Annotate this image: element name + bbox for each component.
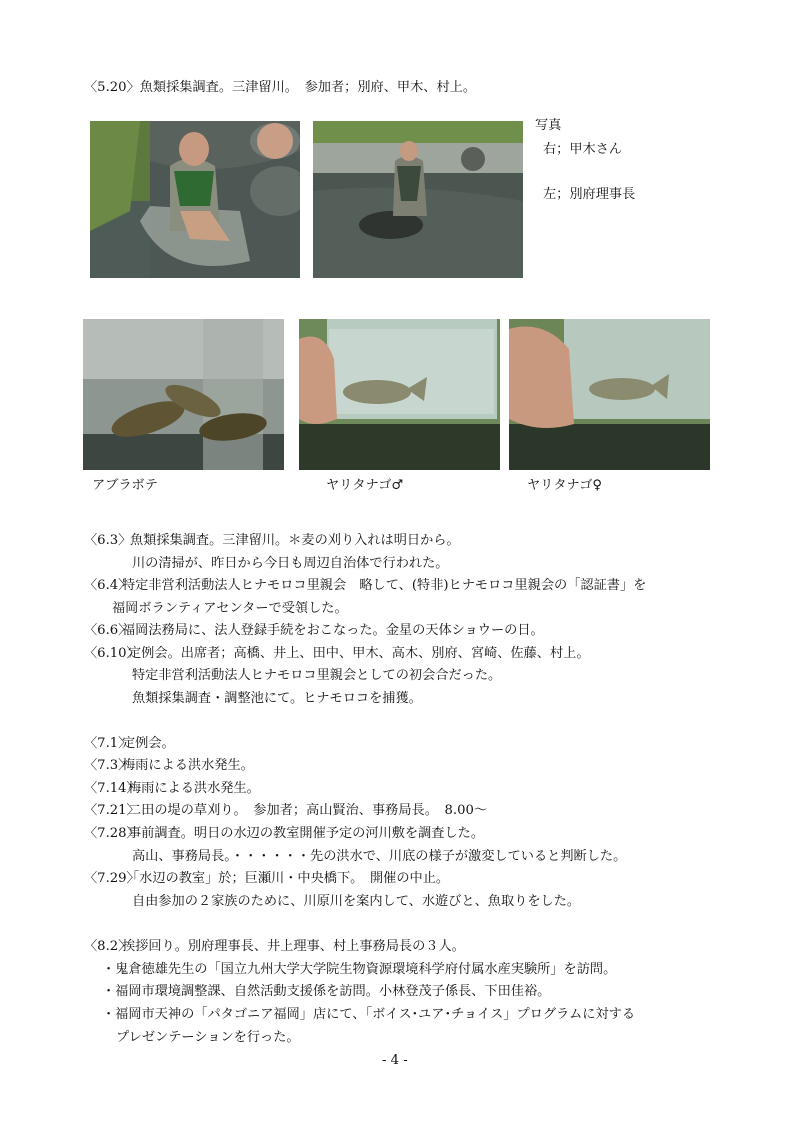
photo-beppu-netting [313, 121, 523, 278]
entry-text: 福岡ボランティアセンターで受領した。 [112, 601, 348, 616]
entry-text: 梅雨による洪水発生。 [128, 781, 260, 796]
entry-text: 挨拶回り。別府理事長、井上理事、村上事務局長の３人。 [122, 939, 465, 954]
entry-date: 〈7.1〉 [84, 736, 132, 751]
entry-text: 梅雨による洪水発生。 [122, 758, 254, 773]
page-number: - 4 - [382, 1053, 408, 1068]
entry-date: 〈7.28〉 [84, 826, 140, 841]
photo-caption-title: 写真 [535, 118, 562, 133]
entry-text: 福岡法務局に、法人登録手続をおこなった。金星の天体ショウーの日。 [122, 623, 544, 638]
entry-text: 定例会。出席者；高橋、井上、田中、甲木、高木、別府、宮崎、佐藤、村上。 [128, 646, 590, 661]
entry-text: 魚類採集調査。三津留川。＊麦の刈り入れは明日から。 [130, 533, 460, 548]
fish-label-aburabote: アブラボテ [92, 478, 158, 493]
entry-date: 〈6.10〉 [84, 646, 140, 661]
entry-5-20: 〈5.20〉魚類採集調査。三津留川。 参加者；別府、甲木、村上。 [84, 80, 477, 95]
entry-text: 川の清掃が、昨日から今日も周辺自治体で行われた。 [132, 556, 449, 571]
entry-date: 〈7.3〉 [84, 758, 132, 773]
fish-label-yaritanago-male: ヤリタナゴ♂ [326, 478, 404, 493]
entry-text: 特定非営利活動法人ヒナモロコ里親会としての初会合だった。 [132, 668, 502, 683]
entry-text: 特定非営利活動法人ヒナモロコ里親会 略して、(特非)ヒナモロコ里親会の「認証書」を [122, 578, 647, 593]
entry-text: プレゼンテーションを行った。 [116, 1030, 300, 1045]
photo-yaritanago-male [299, 319, 500, 470]
entry-date: 〈7.29〉 [84, 871, 140, 886]
entry-text: 二田の堤の草刈り。 参加者；高山賢治、事務局長。 8.00～ [128, 803, 488, 818]
photo-yaritanago-female [509, 319, 710, 470]
fish-label-yaritanago-female: ヤリタナゴ♀ [527, 478, 603, 493]
entry-text: 定例会。 [122, 736, 175, 751]
entry-text: 事前調査。明日の水辺の教室開催予定の河川敷を調査した。 [128, 826, 485, 841]
entry-date: 〈6.4〉 [84, 578, 132, 593]
entry-date: 〈8.2〉 [84, 939, 132, 954]
photo-caption-left: 左；別府理事長 [543, 187, 636, 202]
photo-caption-right: 右；甲木さん [543, 142, 623, 157]
entry-text: ・鬼倉徳雄先生の「国立九州大学大学院生物資源環境科学府付属水産実験所」を訪問。 [102, 962, 617, 977]
photo-kogi-netting [90, 121, 300, 278]
entry-date: 〈6.6〉 [84, 623, 132, 638]
entry-date: 〈7.14〉 [84, 781, 140, 796]
entry-text: 高山、事務局長。・・・・・・先の洪水で、川底の様子が激変していると判断した。 [132, 849, 627, 864]
entry-date: 〈7.21〉 [84, 803, 140, 818]
entry-text: ・福岡市環境調整課、自然活動支援係を訪問。小林登茂子係長、下田佳裕。 [102, 984, 551, 999]
entry-text: ・福岡市天神の「パタゴニア福岡」店にて、「ボイス･ユア･チョイス」プログラムに対する [102, 1007, 636, 1022]
photo-aburabote [83, 319, 284, 470]
entry-text: 「水辺の教室」於；巨瀬川・中央橋下。 開催の中止。 [126, 871, 450, 886]
entry-text: 自由参加の２家族のために、川原川を案内して、水遊びと、魚取りをした。 [132, 894, 581, 909]
entry-text: 魚類採集調査・調整池にて。ヒナモロコを捕獲。 [132, 691, 422, 706]
entry-date: 〈6.3〉 [84, 533, 132, 548]
